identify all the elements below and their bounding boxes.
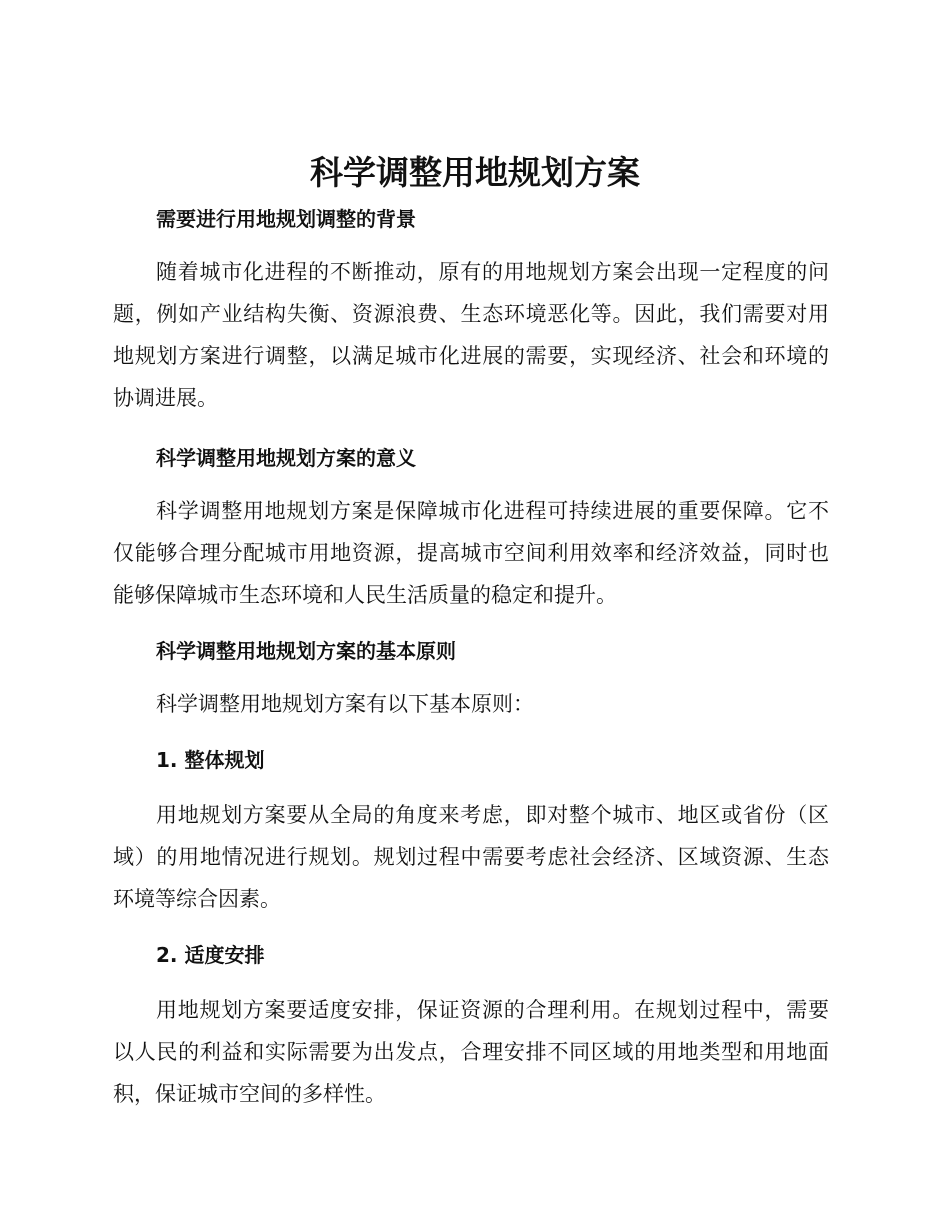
paragraph-line: 科学调整用地规划方案有以下基本原则： [156, 692, 534, 716]
section-paragraph-moderate-arrangement [113, 989, 829, 1115]
paragraph-line: 积，保证城市空间的多样性。 [113, 1082, 386, 1106]
paragraph-line: 仅能够合理分配城市用地资源，提高城市空间利用效率和经济效益，同时也 [113, 541, 829, 565]
section-paragraph-principles [113, 683, 829, 725]
paragraph-line: 环境等综合因素。 [113, 887, 281, 911]
section-heading-principles: 科学调整用地规划方案的基本原则 [156, 639, 456, 663]
section-heading-background: 需要进行用地规划调整的背景 [156, 207, 416, 231]
document-title: 科学调整用地规划方案 [310, 153, 640, 192]
paragraph-line: 用地规划方案要适度安排，保证资源的合理利用。在规划过程中，需要 [156, 998, 829, 1022]
section-paragraph-overall-planning [113, 794, 829, 920]
paragraph-line: 地规划方案进行调整，以满足城市化进展的需要，实现经济、社会和环境的 [113, 344, 829, 368]
paragraph-line: 协调进展。 [113, 386, 218, 410]
paragraph-line: 科学调整用地规划方案是保障城市化进程可持续进展的重要保障。它不 [156, 499, 829, 523]
paragraph-line: 题，例如产业结构失衡、资源浪费、生态环境恶化等。因此，我们需要对用 [113, 302, 829, 326]
section-paragraph-background [113, 251, 829, 419]
section-heading-moderate-arrangement: 2. 适度安排 [156, 943, 265, 967]
section-paragraph-significance [113, 490, 829, 616]
paragraph-line: 能够保障城市生态环境和人民生活质量的稳定和提升。 [113, 583, 617, 607]
paragraph-line: 随着城市化进程的不断推动，原有的用地规划方案会出现一定程度的问 [156, 260, 829, 284]
paragraph-line: 域）的用地情况进行规划。规划过程中需要考虑社会经济、区域资源、生态 [113, 845, 829, 869]
section-heading-overall-planning: 1. 整体规划 [156, 748, 265, 772]
paragraph-line: 以人民的利益和实际需要为出发点，合理安排不同区域的用地类型和用地面 [113, 1040, 829, 1064]
section-heading-significance: 科学调整用地规划方案的意义 [156, 446, 416, 470]
paragraph-line: 用地规划方案要从全局的角度来考虑，即对整个城市、地区或省份（区 [156, 803, 829, 827]
